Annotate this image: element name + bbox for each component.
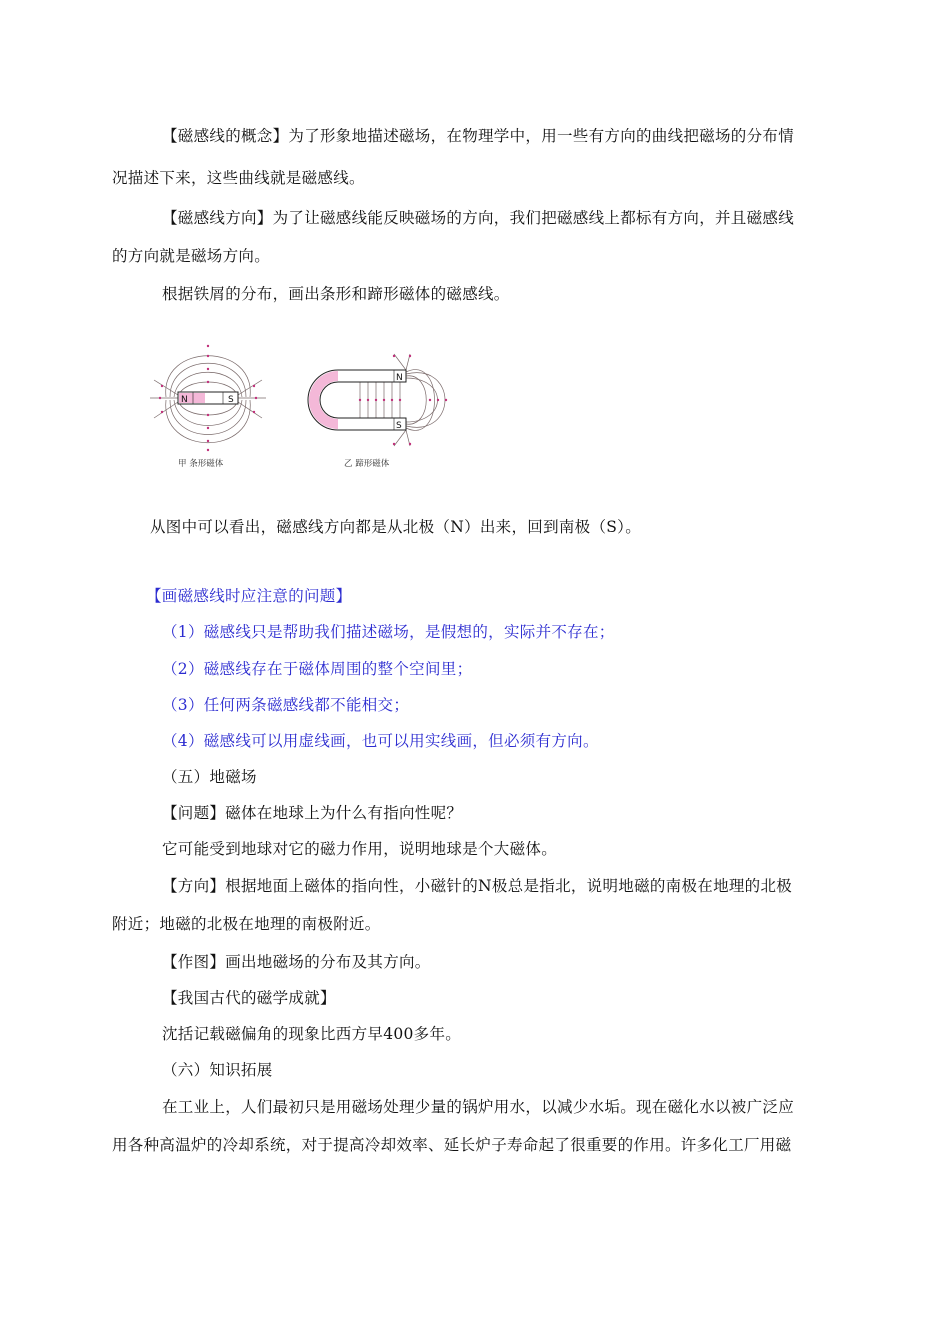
bar-pole-n: N [181, 395, 188, 405]
industry-line-2: 用各种高温炉的冷却系统，对于提高冷却效率、延长炉子寿命起了很重要的作用。许多化工厂用磁 [112, 1136, 792, 1154]
magnet-field-drawing [148, 342, 448, 472]
concept-line-2: 况描述下来，这些曲线就是磁感线。 [112, 169, 365, 187]
horseshoe-field-lines [360, 354, 445, 446]
drawing-task-line: 【作图】画出地磁场的分布及其方向。 [162, 953, 431, 971]
section-5-heading: （五）地磁场 [162, 768, 257, 786]
note-item-1: （1）磁感线只是帮助我们描述磁场，是假想的，实际并不存在； [162, 623, 615, 641]
direction-line-2: 的方向就是磁场方向。 [112, 247, 271, 265]
shen-kuo-line: 沈括记载磁偏角的现象比西方早400多年。 [162, 1025, 462, 1043]
ancient-achievements-heading: 【我国古代的磁学成就】 [162, 989, 336, 1007]
horseshoe-magnet-caption: 乙 蹄形磁体 [344, 459, 390, 469]
bar-magnet [178, 392, 238, 405]
note-title: 【画磁感线时应注意的问题】 [146, 587, 352, 605]
direction-note-line-1: 【方向】根据地面上磁体的指向性，小磁针的N极总是指北，说明地磁的南极在地理的北极 [162, 877, 793, 895]
magnet-field-figure [148, 342, 448, 472]
instruction-line: 根据铁屑的分布，画出条形和蹄形磁体的磁感线。 [162, 285, 510, 303]
direction-note-line-2: 附近；地磁的北极在地理的南极附近。 [112, 915, 381, 933]
direction-line-1: 【磁感线方向】为了让磁感线能反映磁场的方向，我们把磁感线上都标有方向，并且磁感线 [162, 209, 795, 227]
bar-magnet-caption: 甲 条形磁体 [178, 459, 224, 469]
horseshoe-dots [359, 355, 447, 445]
horseshoe-pole-s: S [396, 421, 402, 431]
concept-line-1: 【磁感线的概念】为了形象地描述磁场，在物理学中，用一些有方向的曲线把磁场的分布情 [162, 127, 795, 145]
industry-line-1: 在工业上，人们最初只是用磁场处理少量的锅炉用水，以减少水垢。现在磁化水以被广泛应 [162, 1098, 795, 1116]
note-item-2: （2）磁感线存在于磁体周围的整个空间里； [162, 660, 473, 678]
question-line: 【问题】磁体在地球上为什么有指向性呢？ [162, 804, 463, 822]
note-item-4: （4）磁感线可以用虚线画，也可以用实线画，但必须有方向。 [162, 732, 599, 750]
conclusion-line: 从图中可以看出，磁感线方向都是从北极（N）出来，回到南极（S）。 [150, 518, 642, 536]
horseshoe-pole-n: N [396, 373, 403, 383]
note-item-3: （3）任何两条磁感线都不能相交； [162, 696, 410, 714]
bar-pole-s: S [228, 395, 234, 405]
answer-line: 它可能受到地球对它的磁力作用，说明地球是个大磁体。 [162, 840, 558, 858]
section-6-heading: （六）知识拓展 [162, 1061, 273, 1079]
